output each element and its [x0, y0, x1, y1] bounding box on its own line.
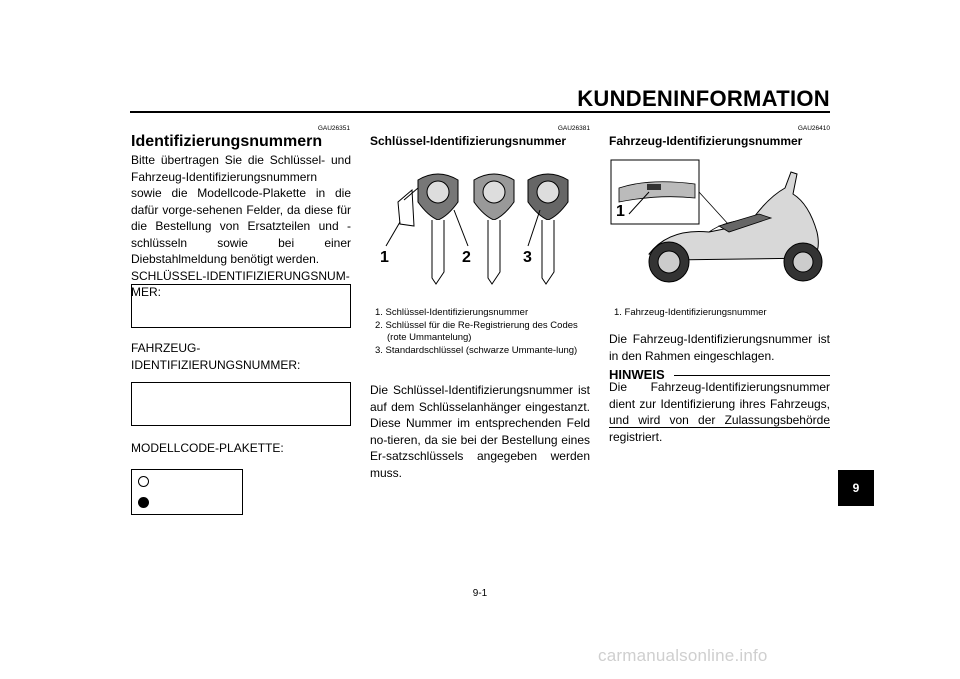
callout-1: 1 [380, 249, 389, 266]
key-number-label-cont: MER: [131, 285, 161, 299]
section-code: GAU26410 [797, 125, 830, 132]
note-bottom-rule [609, 427, 830, 428]
keys-illustration [370, 160, 590, 300]
vehicle-number-label-line1: FAHRZEUG- [131, 341, 201, 355]
section-title: Identifizierungsnummern [131, 133, 323, 150]
caption-item: 1. Schlüssel-Identifizierungsnummer [375, 307, 529, 318]
callout-2: 2 [462, 249, 471, 266]
key-1 [418, 174, 458, 284]
key-tag [398, 188, 418, 226]
vehicle-number-field[interactable] [131, 382, 351, 426]
key-captions [375, 307, 585, 357]
chapter-tab[interactable]: 9 [838, 470, 874, 506]
caption-item: 2. Schlüssel für die Re-Registrierung des Codes (rote Ummantelung) [375, 319, 578, 343]
intro-paragraph: Bitte übertragen Sie die Schlüssel- und Fahrzeug-Identifizierungsnummern sowie die Modellcode-Plakette in die dafür vorge-sehenen Felder, da diese für die Bestellung von Ersatzteilen und -schlüsseln sowie bei einer Diebstahlmeldung benötigt werden. [131, 153, 351, 266]
key-number-text: Die Schlüssel-Identifizierungsnummer ist auf dem Schlüsselanhänger eingestanzt. Diese Nummer im entsprechenden Feld no-tieren, da sie bei der Bestellung eines Er-satzschlüssels angegeben werden muss. [370, 383, 590, 480]
header-rule [130, 111, 830, 113]
caption-item: 3. Standardschlüssel (schwarze Ummante-lung) [375, 344, 578, 356]
page-header-title: KUNDENINFORMATION [577, 86, 830, 111]
model-code-field[interactable] [131, 469, 243, 515]
callout-1: 1 [616, 203, 625, 220]
note-top-rule [674, 375, 830, 376]
vehicle-number-label [131, 340, 351, 373]
open-circle-icon [138, 476, 149, 487]
intro-text [131, 152, 351, 301]
note-text: Die Fahrzeug-Identifizierungsnummer dient zur Identifizierung ihres Fahrzeugs, und wird von der Zulassungsbehörde registriert. [609, 380, 830, 444]
section-title: Schlüssel-Identifizierungsnummer [370, 134, 567, 148]
vehicle-number-text: Die Fahrzeug-Identifizierungsnummer ist in den Rahmen eingeschlagen. [609, 332, 830, 363]
key-number-label: SCHLÜSSEL-IDENTIFIZIERUNGSNUM- [131, 268, 350, 283]
watermark: carmanualsonline.info [598, 646, 768, 665]
filled-circle-icon [138, 497, 149, 508]
vehicle-caption: 1. Fahrzeug-Identifizierungsnummer [614, 307, 767, 318]
callout-3: 3 [523, 249, 532, 266]
scooter-illustration [609, 158, 831, 286]
key-number-field[interactable] [131, 284, 351, 328]
section-title: Fahrzeug-Identifizierungsnummer [609, 134, 803, 148]
page-number: 9-1 [472, 588, 488, 599]
vehicle-number-label-line2: IDENTIFIZIERUNGSNUMMER: [131, 357, 301, 372]
section-code: GAU26351 [317, 125, 350, 132]
key-2 [474, 174, 514, 284]
section-code: GAU26381 [557, 125, 590, 132]
note-title: HINWEIS [609, 367, 665, 382]
model-code-label: MODELLCODE-PLAKETTE: [131, 441, 284, 455]
